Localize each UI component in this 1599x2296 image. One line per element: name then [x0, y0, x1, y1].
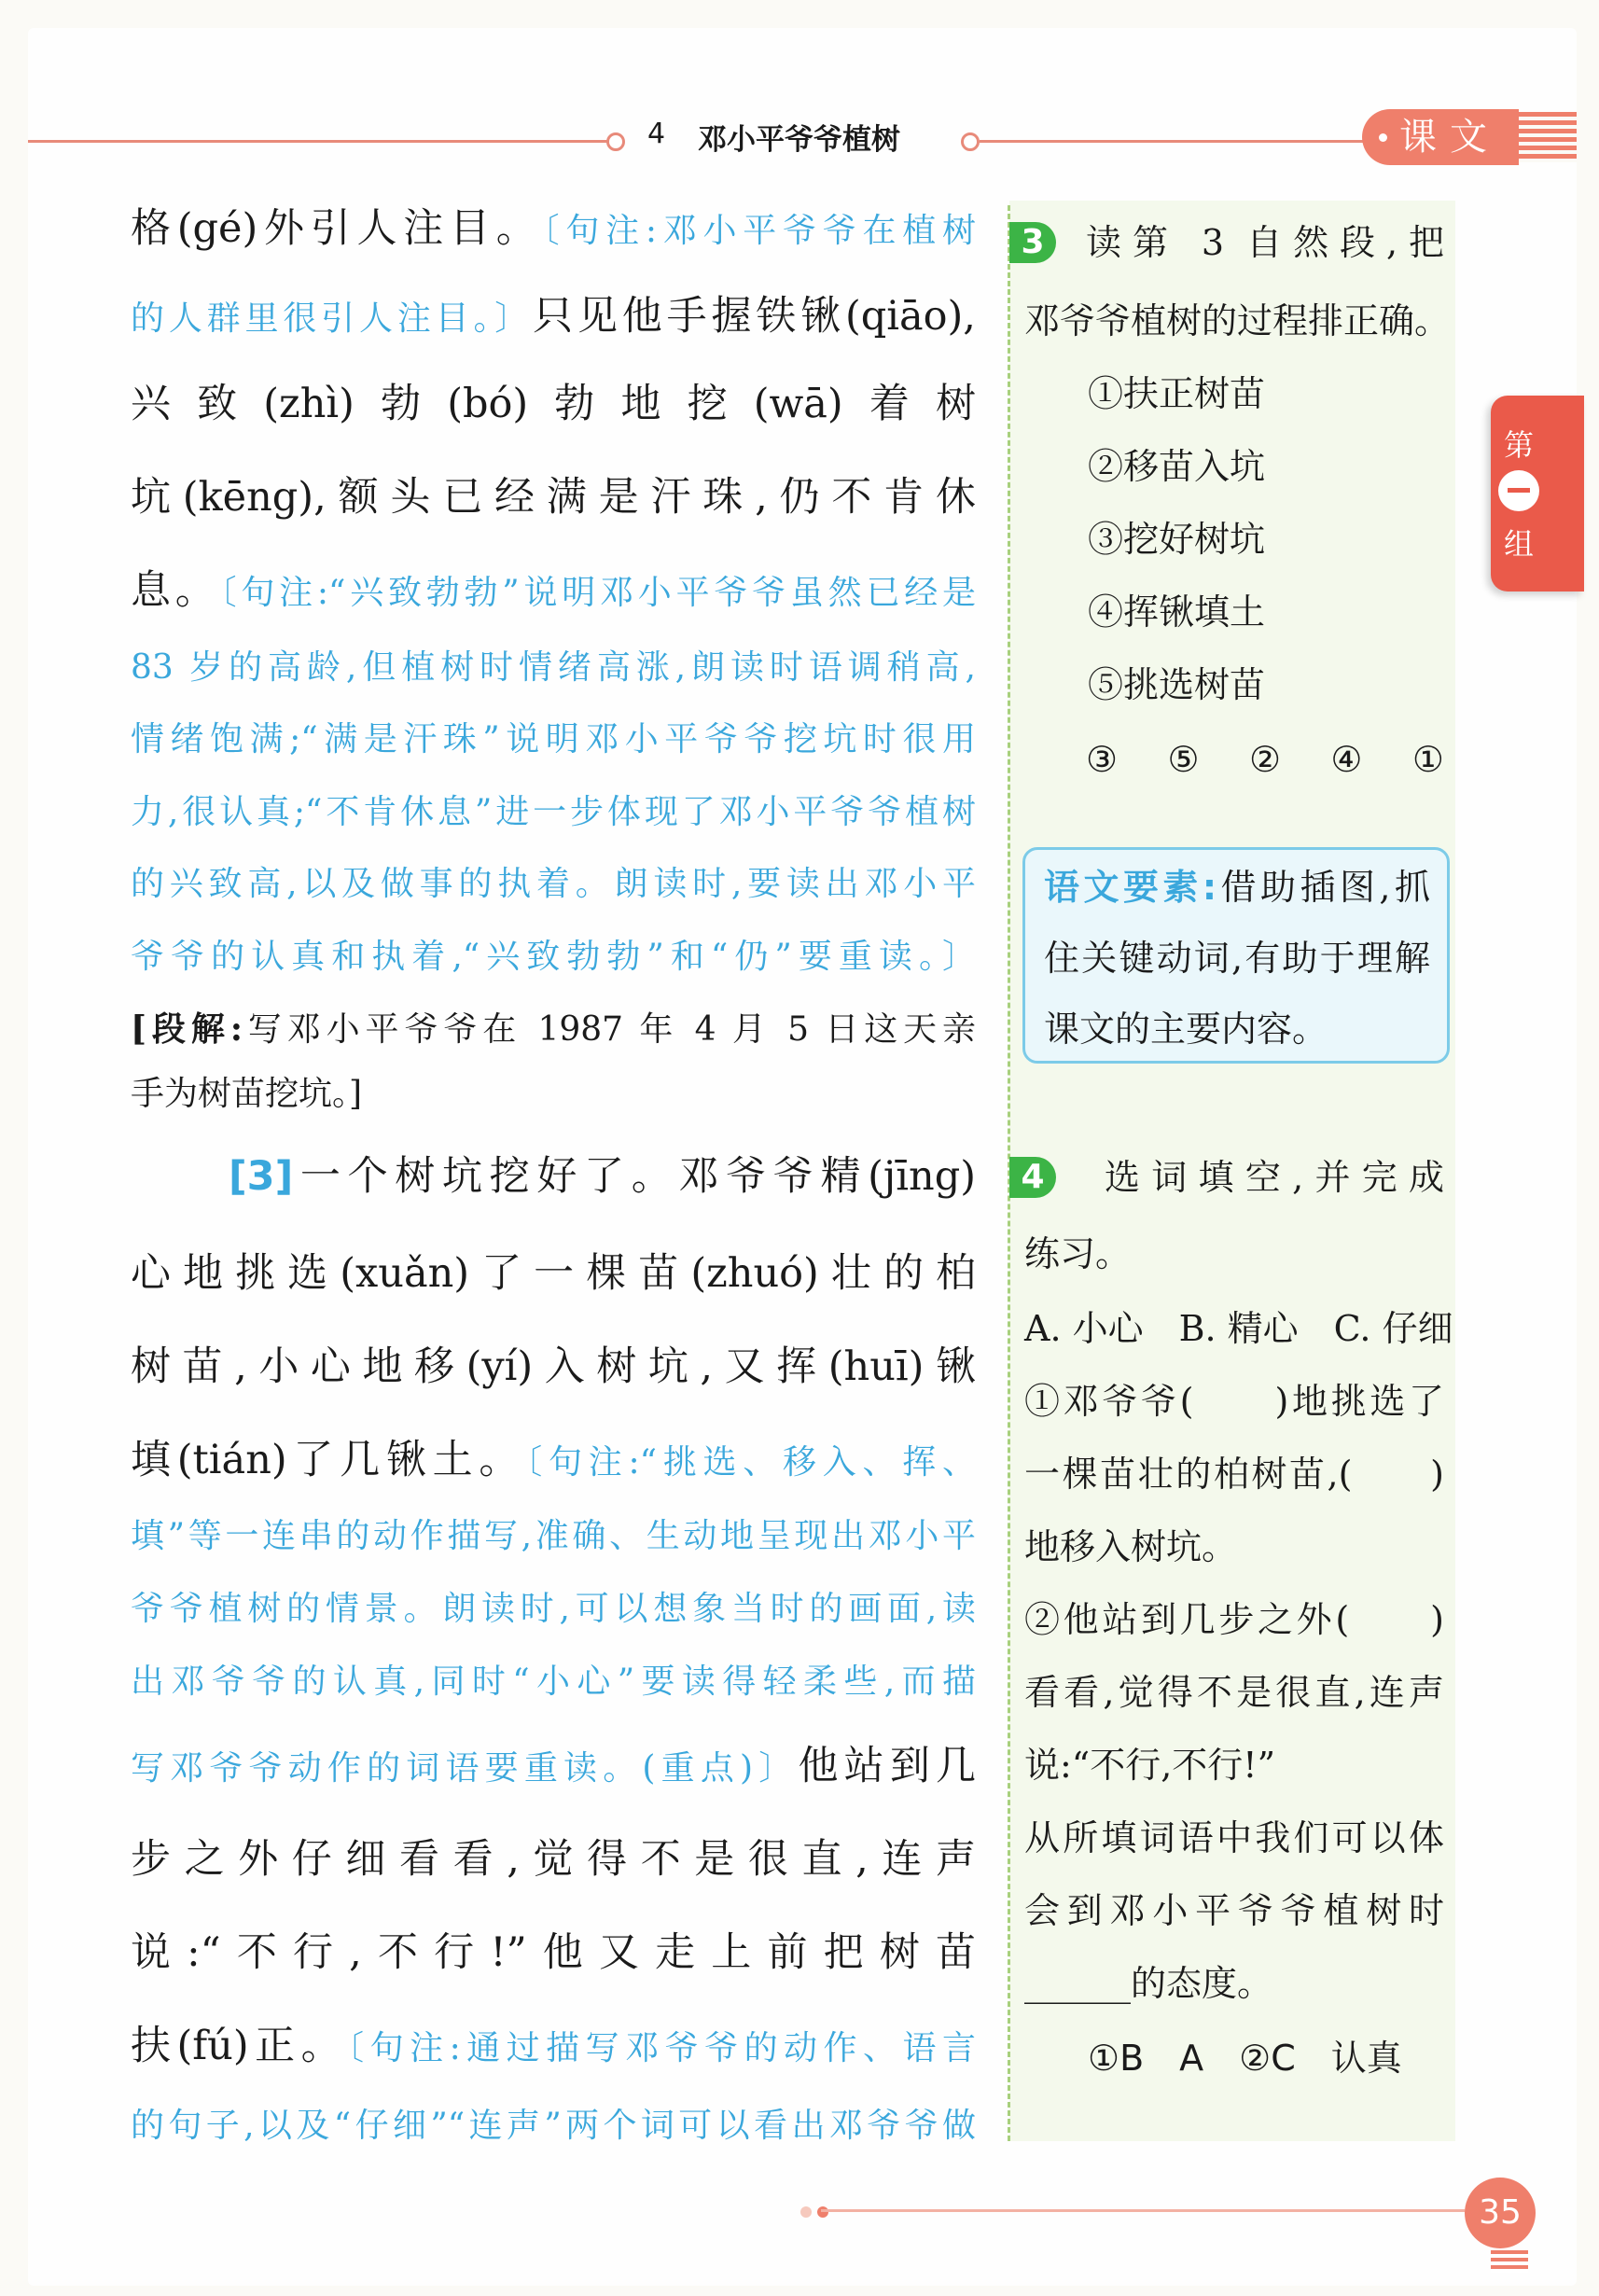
- header-dot-right: [961, 132, 980, 151]
- key-point-label: 语文要素:: [1044, 867, 1217, 908]
- text-line: 坑(kēng),额头已经满是汗珠,仍不肯休: [131, 474, 976, 521]
- text-line: 扶(fú)正。〔句注:通过描写邓爷爷的动作、语言: [131, 2023, 976, 2069]
- side-tab-bottom: 组: [1503, 526, 1534, 562]
- paragraph-number: [3]: [229, 1153, 294, 1200]
- header-rule-left: [28, 140, 612, 143]
- q4-sentence: 看看,觉得不是很直,连声: [1024, 1672, 1444, 1713]
- question-4-badge: 4: [1009, 1157, 1056, 1198]
- question-3-badge: 3: [1009, 222, 1056, 263]
- text-line: 树苗,小心地移(yí)入树坑,又挥(huī)锹: [131, 1343, 976, 1390]
- note-line: 爷爷植树的情景。朗读时,可以想象当时的画面,读: [131, 1590, 976, 1628]
- paragraph-summary: [段解:写邓小平爷爷在 1987 年 4 月 5 日这天亲: [131, 1009, 976, 1049]
- note-line: 83 岁的高龄,但植树时情绪高涨,朗读时语调稍高,: [131, 648, 976, 687]
- q3-option: ④挥锹填土: [1088, 591, 1266, 633]
- q4-sentence: ②他站到几步之外( ): [1024, 1599, 1444, 1640]
- text-line: 的人群里很引人注目。〕只见他手握铁锹(qiāo),: [131, 293, 976, 340]
- section-tab: [1362, 109, 1519, 165]
- footer-dot: [817, 2206, 828, 2218]
- key-point-box: [1022, 847, 1450, 1064]
- note-line: 出邓爷爷的认真,同时“小心”要读得轻柔些,而描: [131, 1663, 976, 1701]
- tab-bullet-icon: [1379, 133, 1387, 142]
- q3-answer: ③ ⑤ ② ④ ①: [1086, 739, 1444, 780]
- text-line: 兴致(zhì)勃(bó)勃地挖(wā)着树: [131, 381, 976, 427]
- q4-sentence: 一棵苗壮的柏树苗,( ): [1024, 1454, 1444, 1495]
- key-point-line: 住关键动词,有助于理解: [1044, 938, 1430, 979]
- footer-dot: [800, 2206, 812, 2218]
- header-stripes: [1519, 112, 1577, 162]
- sentence-note: 〔句注:通过描写邓爷爷的动作、语言: [347, 2029, 976, 2067]
- header-rule-right: [980, 140, 1371, 143]
- text-line: 格(gé)外引人注目。〔句注:邓小平爷爷在植树: [131, 205, 976, 252]
- q4-prompt: 练习。: [1024, 1233, 1132, 1274]
- footer-rule: [821, 2209, 1465, 2212]
- text-line: 心地挑选(xuǎn)了一棵苗(zhuó)壮的柏: [131, 1250, 976, 1297]
- text-line: 写邓爷爷动作的词语要重读。(重点)〕他站到几: [131, 1743, 977, 1789]
- q4-sentence: ______的态度。: [1024, 1963, 1273, 2004]
- q4-sentence: 说:“不行,不行!”: [1024, 1745, 1276, 1786]
- q4-sentence: 地移入树坑。: [1024, 1526, 1238, 1567]
- key-point-line: 语文要素:借助插图,抓: [1044, 867, 1430, 908]
- page-number: 35: [1465, 2178, 1536, 2248]
- sentence-note: 的人群里很引人注目。〕: [131, 299, 534, 338]
- sentence-note: 〔句注:“挑选、移入、挥、: [525, 1443, 976, 1482]
- note-line: 力,很认真;“不肯休息”进一步体现了邓小平爷爷植树: [131, 793, 976, 831]
- q4-sentence: 从所填词语中我们可以体: [1024, 1817, 1444, 1858]
- note-line: 填”等一连串的动作描写,准确、生动地呈现出邓小平: [131, 1517, 976, 1555]
- q3-prompt: 邓爷爷植树的过程排正确。: [1024, 300, 1451, 341]
- footer-stripes: [1491, 2250, 1528, 2273]
- text-line: 息。〔句注:“兴致勃勃”说明邓小平爷爷虽然已经是: [131, 567, 976, 614]
- q3-option: ③挖好树坑: [1088, 519, 1266, 560]
- text-line: [3]一个树坑挖好了。邓爷爷精(jīng): [229, 1153, 976, 1200]
- footer-dots: [800, 2204, 834, 2221]
- sentence-note: 〔句注:邓小平爷爷在植树: [542, 212, 976, 250]
- note-line: 情绪饱满;“满是汗珠”说明邓小平爷爷挖坑时很用: [131, 720, 976, 758]
- header-dot-left: [606, 132, 625, 151]
- q4-sentence: 会到邓小平爷爷植树时: [1024, 1890, 1444, 1931]
- note-line: 的句子,以及“仔细”“连声”两个词可以看出邓爷爷做: [131, 2107, 976, 2145]
- q3-option: ②移苗入坑: [1088, 446, 1266, 487]
- q4-prompt: 选词填空,并完成: [1105, 1157, 1444, 1198]
- section-tab-label: 课文: [1399, 116, 1500, 159]
- note-line: 爷爷的认真和执着,“兴致勃勃”和“仍”要重读。〕: [131, 938, 976, 976]
- q4-sentence: ①邓爷爷( )地挑选了: [1024, 1381, 1444, 1422]
- text-line: 步之外仔细看看,觉得不是很直,连声: [131, 1836, 976, 1883]
- text-line: 填(tián)了几锹土。〔句注:“挑选、移入、挥、: [131, 1437, 976, 1483]
- text-line: 说:“不行,不行!”他又走上前把树苗: [131, 1929, 976, 1976]
- sentence-note: 〔句注:“兴致勃勃”说明邓小平爷爷虽然已经是: [219, 574, 976, 612]
- side-tab-top: 第: [1503, 427, 1534, 463]
- q3-option: ①扶正树苗: [1088, 373, 1266, 414]
- paragraph-summary: 手为树苗挖坑。]: [131, 1075, 363, 1113]
- q3-option: ⑤挑选树苗: [1088, 664, 1266, 705]
- q4-answer: ①B A ②C 认真: [1088, 2038, 1402, 2079]
- q3-prompt: 读第 3 自然段,把: [1086, 222, 1444, 263]
- side-tab-number: [1508, 488, 1530, 493]
- note-line: 的兴致高,以及做事的执着。朗读时,要读出邓小平: [131, 865, 976, 903]
- lesson-title: 邓小平爷爷植树: [698, 123, 900, 157]
- lesson-number: 4: [647, 118, 666, 150]
- key-point-line: 课文的主要内容。: [1044, 1009, 1328, 1050]
- q4-choices: A. 小心 B. 精心 C. 仔细: [1024, 1308, 1453, 1349]
- sentence-note: 写邓爷爷动作的词语要重读。(重点)〕: [131, 1749, 799, 1788]
